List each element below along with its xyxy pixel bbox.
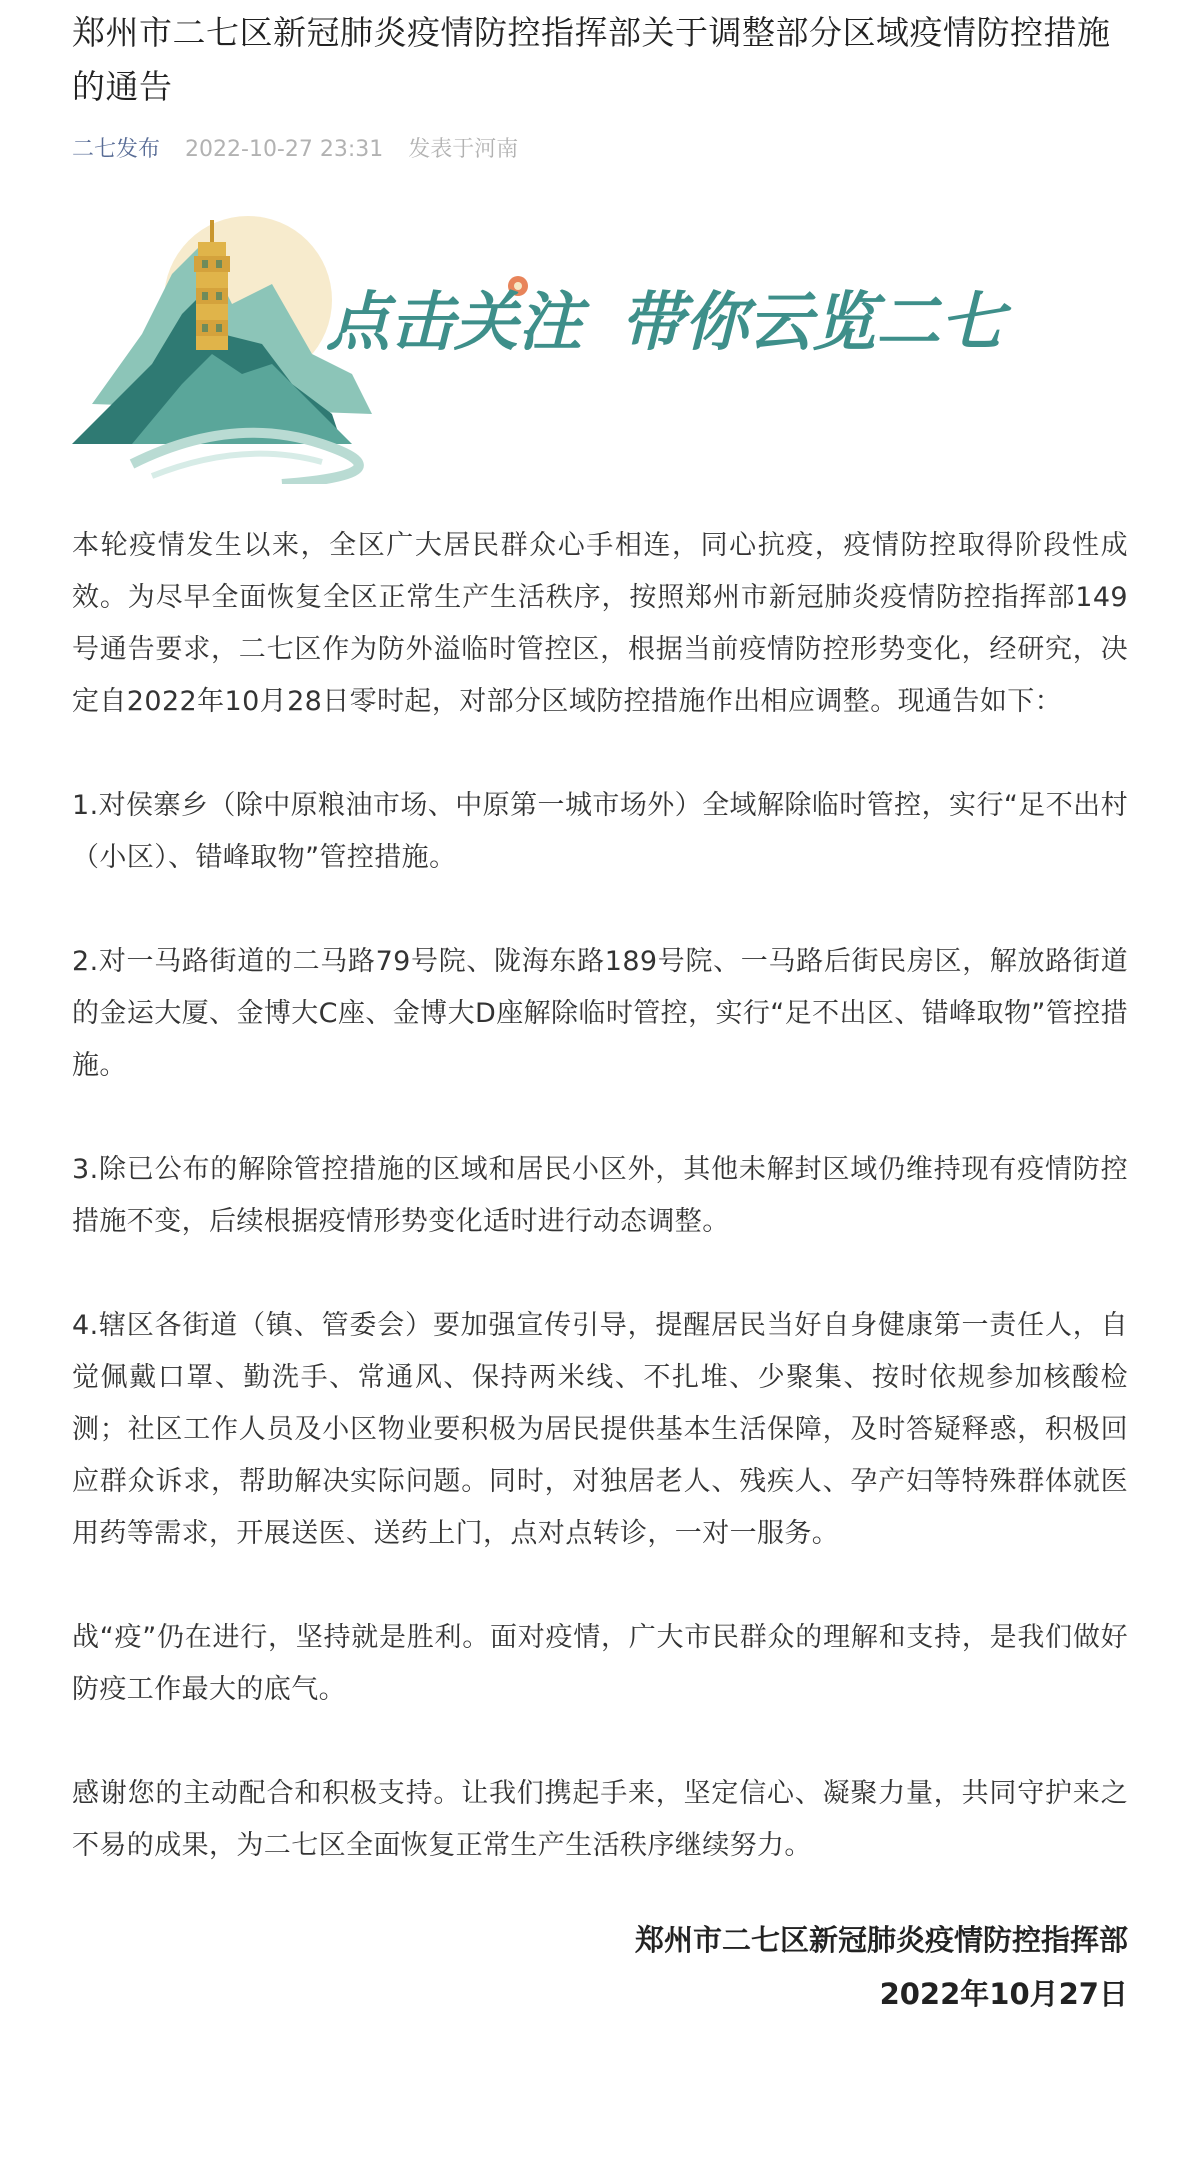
paragraph-item-1: 1.对侯寨乡（除中原粮油市场、中原第一城市场外）全域解除临时管控，实行“足不出村（小区）、错峰取物”管控措施。 [72,790,1128,873]
article-body [72,520,1128,1872]
paragraph-intro: 本轮疫情发生以来，全区广大居民群众心手相连，同心抗疫，疫情防控取得阶段性成效。为尽早全面恢复全区正常生产生活秩序，按照郑州市新冠肺炎疫情防控指挥部149号通告要求，二七区作为防外溢临时管控区，根据当前疫情防控形势变化，经研究，决定自2022年10月28日零时起，对部分区域防控措施作出相应调整。现通告如下： [72,530,1128,717]
signature-org: 郑州市二七区新冠肺炎疫情防控指挥部 [634,1923,1128,1957]
account-name-link[interactable]: 二七发布 [72,137,161,162]
banner-slogan-right: 带你云览二七 [620,286,1004,358]
mountain-tower-illustration-icon [72,214,1128,484]
banner-slogan-left: 点击关注 [326,286,582,358]
signature-block [72,1914,1128,2020]
paragraph-closing-1: 战“疫”仍在进行，坚持就是胜利。面对疫情，广大市民群众的理解和支持，是我们做好防疫工作最大的底气。 [72,1622,1128,1705]
article-title: 郑州市二七区新冠肺炎疫情防控指挥部关于调整部分区域疫情防控措施的通告 [72,13,1111,106]
paragraph-closing-2: 感谢您的主动配合和积极支持。让我们携起手来，坚定信心、凝聚力量，共同守护来之不易的成果，为二七区全面恢复正常生产生活秩序继续努力。 [72,1778,1128,1861]
article-meta [72,132,1128,168]
signature-date: 2022年10月27日 [879,1977,1128,2011]
follow-banner[interactable] [72,214,1128,484]
publish-datetime: 2022-10-27 23:31 [185,137,384,162]
paragraph-item-4: 4.辖区各街道（镇、管委会）要加强宣传引导，提醒居民当好自身健康第一责任人，自觉佩戴口罩、勤洗手、常通风、保持两米线、不扎堆、少聚集、按时依规参加核酸检测；社区工作人员及小区物业要积极为居民提供基本生活保障，及时答疑释惑，积极回应群众诉求，帮助解决实际问题。同时，对独居老人、残疾人、孕产妇等特殊群体就医用药等需求，开展送医、送药上门，点对点转诊，一对一服务。 [72,1310,1128,1549]
paragraph-item-2: 2.对一马路街道的二马路79号院、陇海东路189号院、一马路后街民房区，解放路街道的金运大厦、金博大C座、金博大D座解除临时管控，实行“足不出区、错峰取物”管控措施。 [72,946,1128,1081]
publish-location: 发表于河南 [408,137,519,162]
paragraph-item-3: 3.除已公布的解除管控措施的区域和居民小区外，其他未解封区域仍维持现有疫情防控措施不变，后续根据疫情形势变化适时进行动态调整。 [72,1154,1128,1237]
